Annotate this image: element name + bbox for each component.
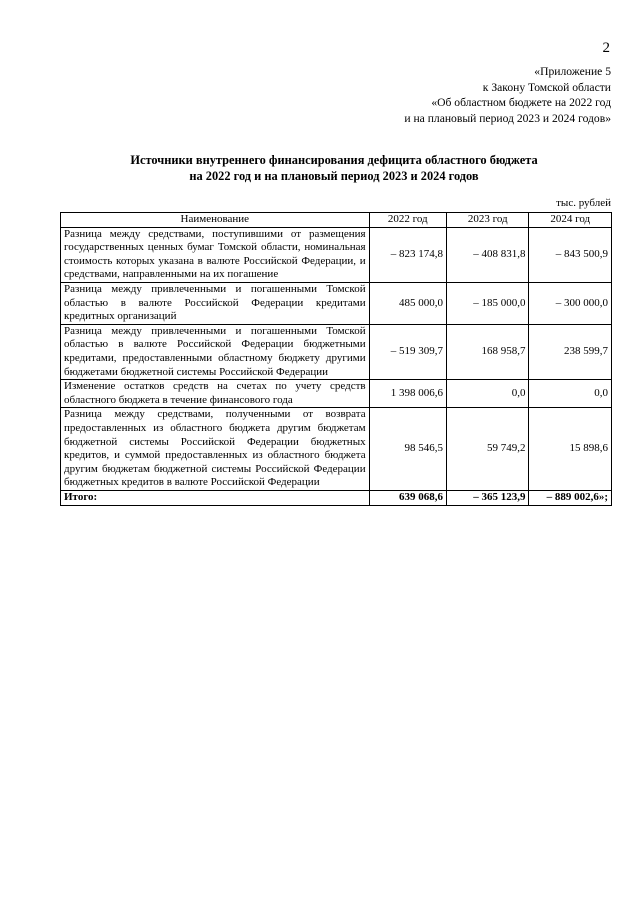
value-2023: – 185 000,0: [446, 282, 528, 324]
table-row: [61, 282, 612, 324]
row-name: Изменение остатков средств на счетах по учету средств областного бюджета в течение финансового года: [61, 380, 370, 408]
row-name: Разница между средствами, поступившими от размещения государственных ценных бумаг Томской области, номинальная стоимость которых указана в валюте Российской Федерации, и средствами, направленными на их погашение: [61, 227, 370, 282]
header-name: Наименование: [61, 213, 370, 228]
financing-sources-table: [60, 212, 612, 506]
value-2024: – 300 000,0: [529, 282, 612, 324]
appendix-line: к Закону Томской области: [482, 80, 611, 94]
total-label: Итого:: [61, 490, 370, 505]
table-row: [61, 380, 612, 408]
value-2024: 15 898,6: [529, 408, 612, 491]
appendix-line: и на плановый период 2023 и 2024 годов»: [404, 111, 611, 125]
units-label: тыс. рублей: [556, 197, 611, 209]
row-name: Разница между привлеченными и погашенными Томской областью в валюте Российской Федерации бюджетными кредитами, предоставленными областному бюджету другими бюджетами бюджетной системы Российской Федерации: [61, 324, 370, 379]
value-2023: 168 958,7: [446, 324, 528, 379]
total-2023: – 365 123,9: [446, 490, 528, 505]
appendix-line: «Приложение 5: [534, 65, 611, 78]
document-title: [60, 152, 608, 184]
header-2024: 2024 год: [529, 213, 612, 228]
value-2022: 485 000,0: [369, 282, 446, 324]
title-line: на 2022 год и на плановый период 2023 и 2024 годов: [189, 169, 479, 183]
header-2023: 2023 год: [446, 213, 528, 228]
table-row: [61, 324, 612, 379]
value-2023: 0,0: [446, 380, 528, 408]
value-2022: 1 398 006,6: [369, 380, 446, 408]
table-row: [61, 227, 612, 282]
total-row: [61, 490, 612, 505]
value-2023: 59 749,2: [446, 408, 528, 491]
value-2024: 0,0: [529, 380, 612, 408]
row-name: Разница между привлеченными и погашенными Томской областью в валюте Российской Федерации кредитами кредитных организаций: [61, 282, 370, 324]
value-2024: – 843 500,9: [529, 227, 612, 282]
total-2024: – 889 002,6»;: [529, 490, 612, 505]
table-row: [61, 408, 612, 491]
value-2024: 238 599,7: [529, 324, 612, 379]
total-2022: 639 068,6: [369, 490, 446, 505]
value-2023: – 408 831,8: [446, 227, 528, 282]
row-name: Разница между средствами, полученными от возврата предоставленных из областного бюджета другим бюджетам бюджетной системы Российской Федерации бюджетных кредитов, и суммой предоставленных из областного бюджета другим бюджетам бюджетной системы Российской Федерации бюджетных кредитов в валюте Российской Федерации: [61, 408, 370, 491]
value-2022: – 823 174,8: [369, 227, 446, 282]
title-line: Источники внутреннего финансирования дефицита областного бюджета: [130, 153, 538, 167]
appendix-line: «Об областном бюджете на 2022 год: [431, 96, 611, 109]
value-2022: – 519 309,7: [369, 324, 446, 379]
appendix-block: [404, 64, 611, 126]
header-2022: 2022 год: [369, 213, 446, 228]
value-2022: 98 546,5: [369, 408, 446, 491]
table-header-row: [61, 213, 612, 228]
page-number: 2: [602, 40, 610, 56]
